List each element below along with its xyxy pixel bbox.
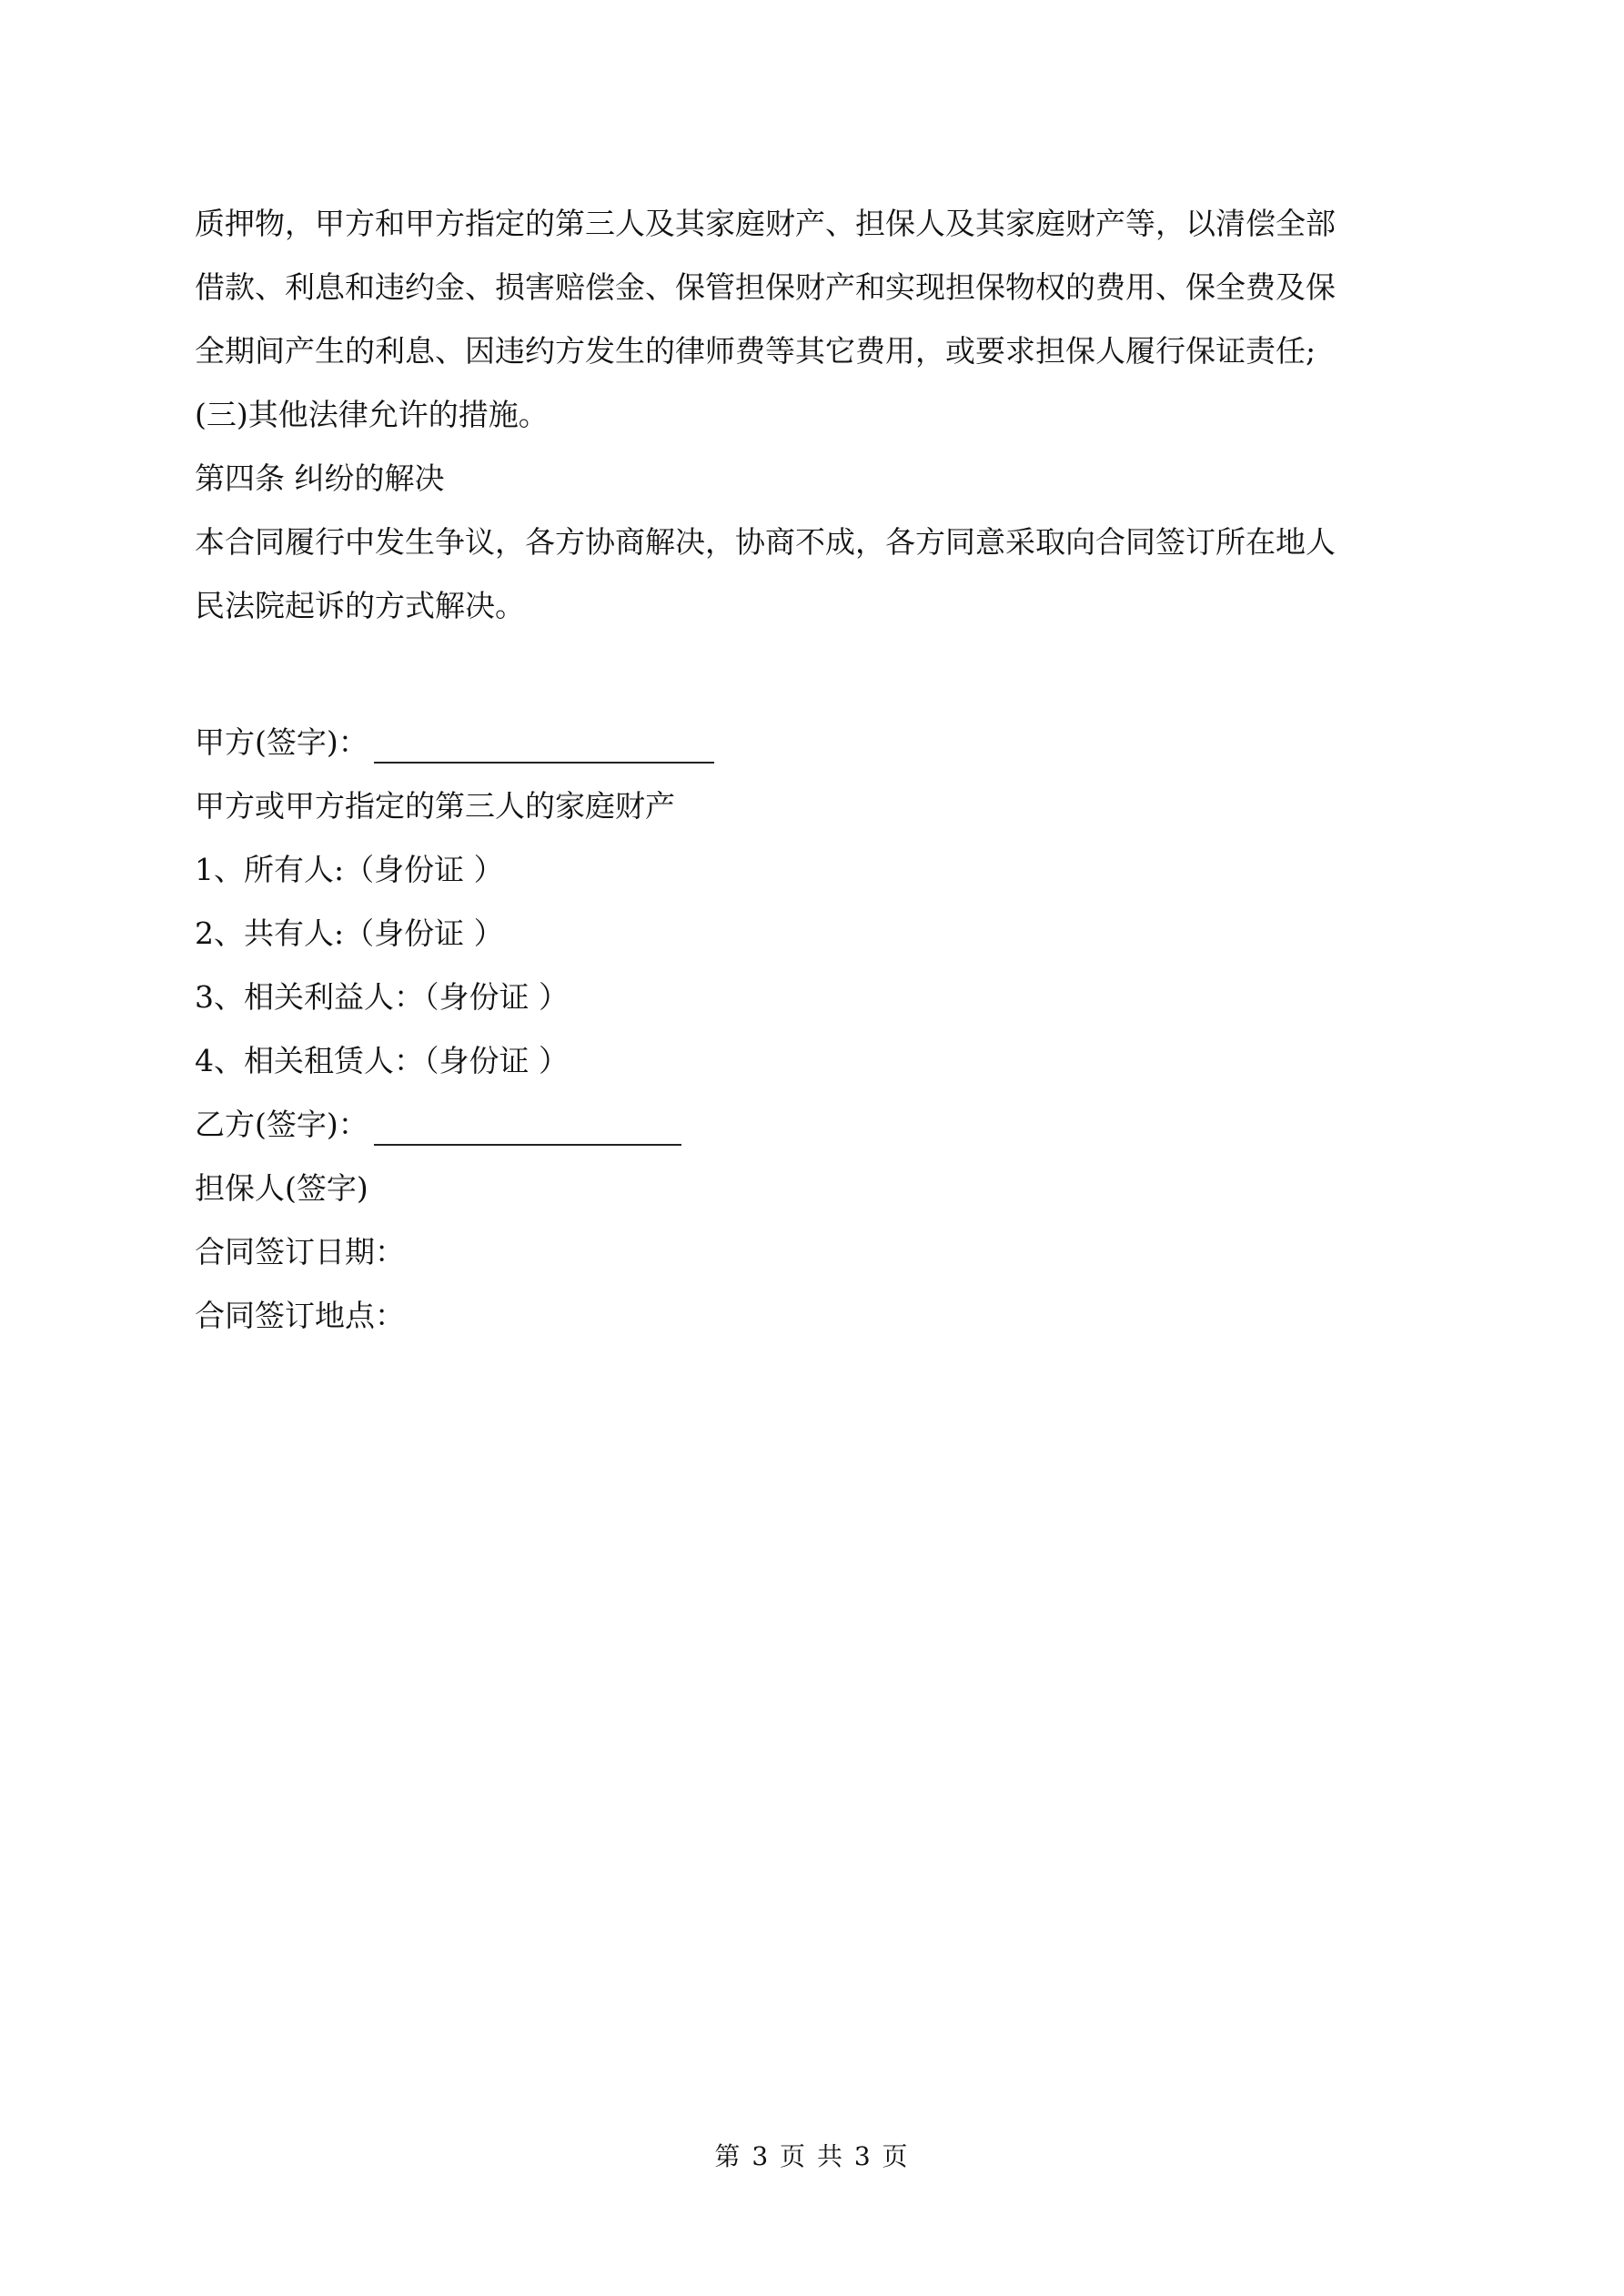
paragraph-line: 借款、利息和违约金、损害赔偿金、保管担保财产和实现担保物权的费用、保全费及保 (195, 269, 1336, 305)
sign-date-label: 合同签订日期： (195, 1234, 405, 1269)
tenant-line: 4、相关租赁人：（身份证 ） (195, 1043, 569, 1078)
paragraph-line: (三)其他法律允许的措施。 (195, 397, 549, 432)
owner-line: 1、所有人:（身份证 ） (195, 852, 504, 887)
paragraph-line: 民法院起诉的方式解决。 (195, 588, 525, 623)
co-owner-line: 2、共有人:（身份证 ） (195, 915, 504, 951)
paragraph-line: 全期间产生的利息、因违约方发生的律师费等其它费用，或要求担保人履行保证责任; (195, 333, 1316, 369)
section-heading: 第四条 纠纷的解决 (195, 460, 445, 496)
party-a-label: 甲方(签字)： (195, 724, 368, 760)
stakeholder-line: 3、相关利益人：（身份证 ） (195, 979, 569, 1015)
party-a-signature-line[interactable] (374, 729, 714, 764)
party-a-signature (195, 721, 714, 764)
party-b-signature (195, 1103, 681, 1146)
paragraph-line: 本合同履行中发生争议，各方协商解决，协商不成，各方同意采取向合同签订所在地人 (195, 524, 1336, 560)
page-number: 第 3 页 共 3 页 (714, 2141, 910, 2171)
sign-place-label: 合同签订地点： (195, 1298, 405, 1333)
paragraph-line: 质押物，甲方和甲方指定的第三人及其家庭财产、担保人及其家庭财产等，以清偿全部 (195, 206, 1336, 241)
guarantor-label: 担保人(签字) (195, 1170, 368, 1206)
party-b-label: 乙方(签字)： (195, 1107, 368, 1142)
party-a-property-title: 甲方或甲方指定的第三人的家庭财产 (195, 788, 675, 824)
party-b-signature-line[interactable] (374, 1111, 681, 1146)
